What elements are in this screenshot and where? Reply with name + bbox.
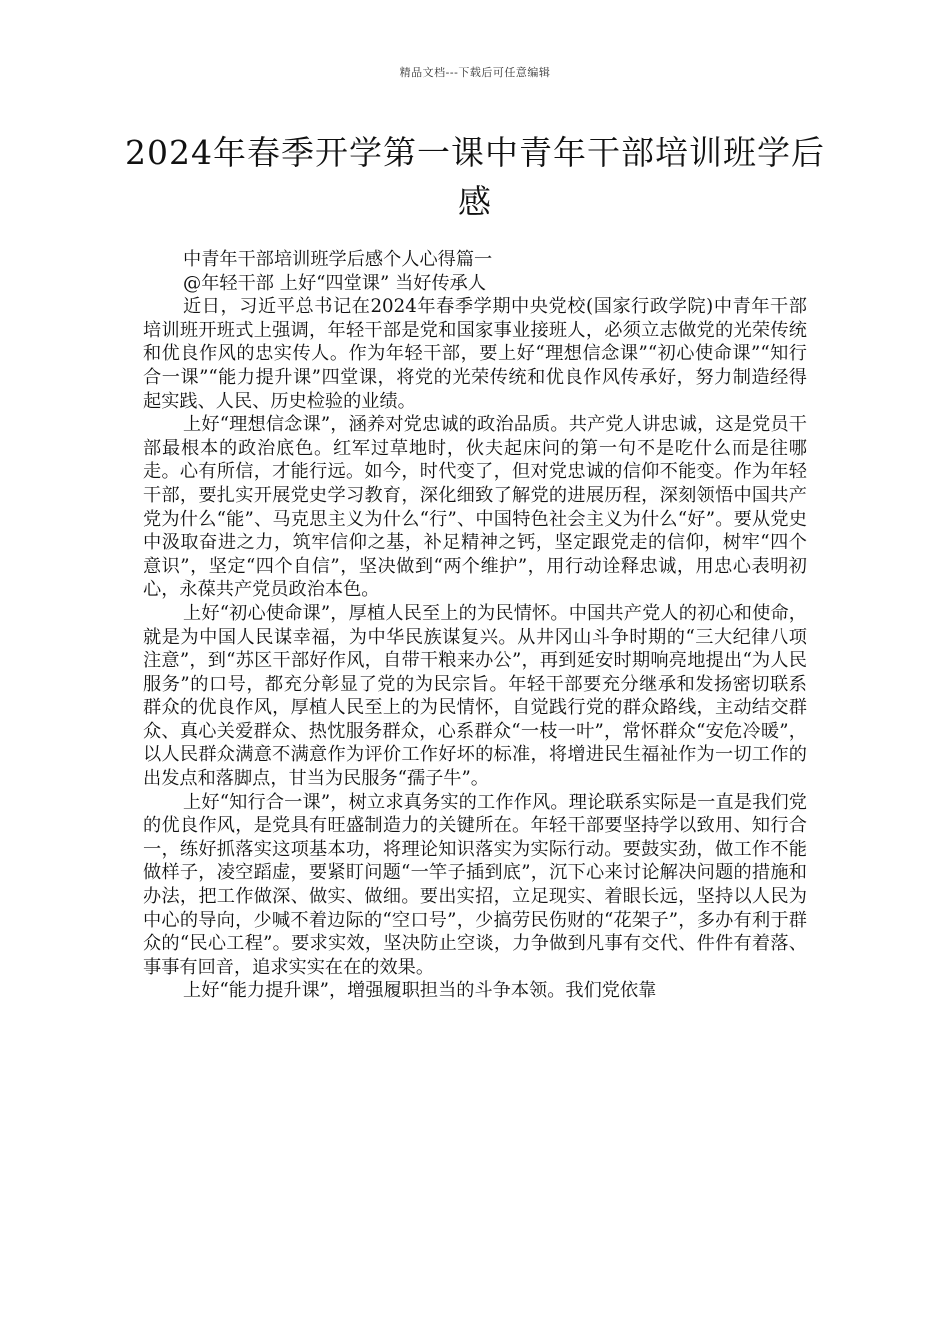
- document-title: 2024年春季开学第一课中青年干部培训班学后感: [125, 133, 825, 221]
- paragraph-practice: 上好“知行合一课”，树立求真务实的工作作风。理论联系实际是一直是我们党的优良作风，是党具有旺盛制造力的关键所在。年轻干部要坚持学以致用、知行合一，练好抓落实这项基本功，将理论知识落实为实际行动。要鼓实劲，做工作不能做样子，凌空蹈虚，要紧盯问题“一竿子插到底”，沉下心来讨论解决问题的措施和办法，把工作做深、做实、做细。要出实招，立足现实、着眼长远，坚持以人民为中心的导向，少喊不着边际的“空口号”，少搞劳民伤财的“花架子”，多办有利于群众的“民心工程”。要求实效，坚决防止空谈，力争做到凡事有交代、件件有着落、事事有回音，追求实实在在的效果。: [143, 791, 807, 978]
- paragraph-mission: 上好“初心使命课”，厚植人民至上的为民情怀。中国共产党人的初心和使命，就是为中国人民谋幸福，为中华民族谋复兴。从井冈山斗争时期的“三大纪律八项注意”，到“苏区干部好作风，自带干粮来办公”，再到延安时期响亮地提出“为人民服务”的口号，都充分彰显了党的为民宗旨。年轻干部要充分继承和发扬密切联系群众的优良作风，厚植人民至上的为民情怀，自觉践行党的群众路线，主动结交群众、真心关爱群众、热忱服务群众，心系群众“一枝一叶”，常怀群众“安危冷暖”，以人民群众满意不满意作为评价工作好坏的标准，将增进民生福祉作为一切工作的出发点和落脚点，甘当为民服务“孺子牛”。: [143, 602, 807, 790]
- section-heading: @年轻干部 上好“四堂课” 当好传承人: [183, 272, 487, 294]
- paragraph-ability: 上好“能力提升课”，增强履职担当的斗争本领。我们党依靠: [183, 980, 657, 1002]
- document-body: [143, 248, 807, 1003]
- paragraph-intro: 近日，习近平总书记在2024年春季学期中央党校(国家行政学院)中青年干部培训班开班式上强调，年轻干部是党和国家事业接班人，必须立志做党的光荣传统和优良作风的忠实传人。作为年轻干部，要上好“理想信念课”“初心使命课”“知行合一课”“能力提升课”四堂课，将党的光荣传统和优良作风传承好，努力制造经得起实践、人民、历史检验的业绩。: [143, 296, 807, 412]
- header-note: 精品文档---下载后可任意编辑: [399, 66, 551, 79]
- paragraph-ideals: 上好“理想信念课”，涵养对党忠诚的政治品质。共产党人讲忠诚，这是党员干部最根本的政治底色。红军过草地时，伙夫起床问的第一句不是吃什么而是往哪走。心有所信，才能行远。如今，时代变了，但对党忠诚的信仰不能变。作为年轻干部，要扎实开展党史学习教育，深化细致了解党的进展历程，深刻领悟中国共产党为什么“能”、马克思主义为什么“行”、中国特色社会主义为什么“好”。要从党史中汲取奋进之力，筑牢信仰之基，补足精神之钙，坚定跟党走的信仰，树牢“四个意识”，坚定“四个自信”，坚决做到“两个维护”，用行动诠释忠诚，用忠心表明初心，永葆共产党员政治本色。: [143, 414, 807, 601]
- subtitle-line: 中青年干部培训班学后感个人心得篇一: [183, 249, 493, 270]
